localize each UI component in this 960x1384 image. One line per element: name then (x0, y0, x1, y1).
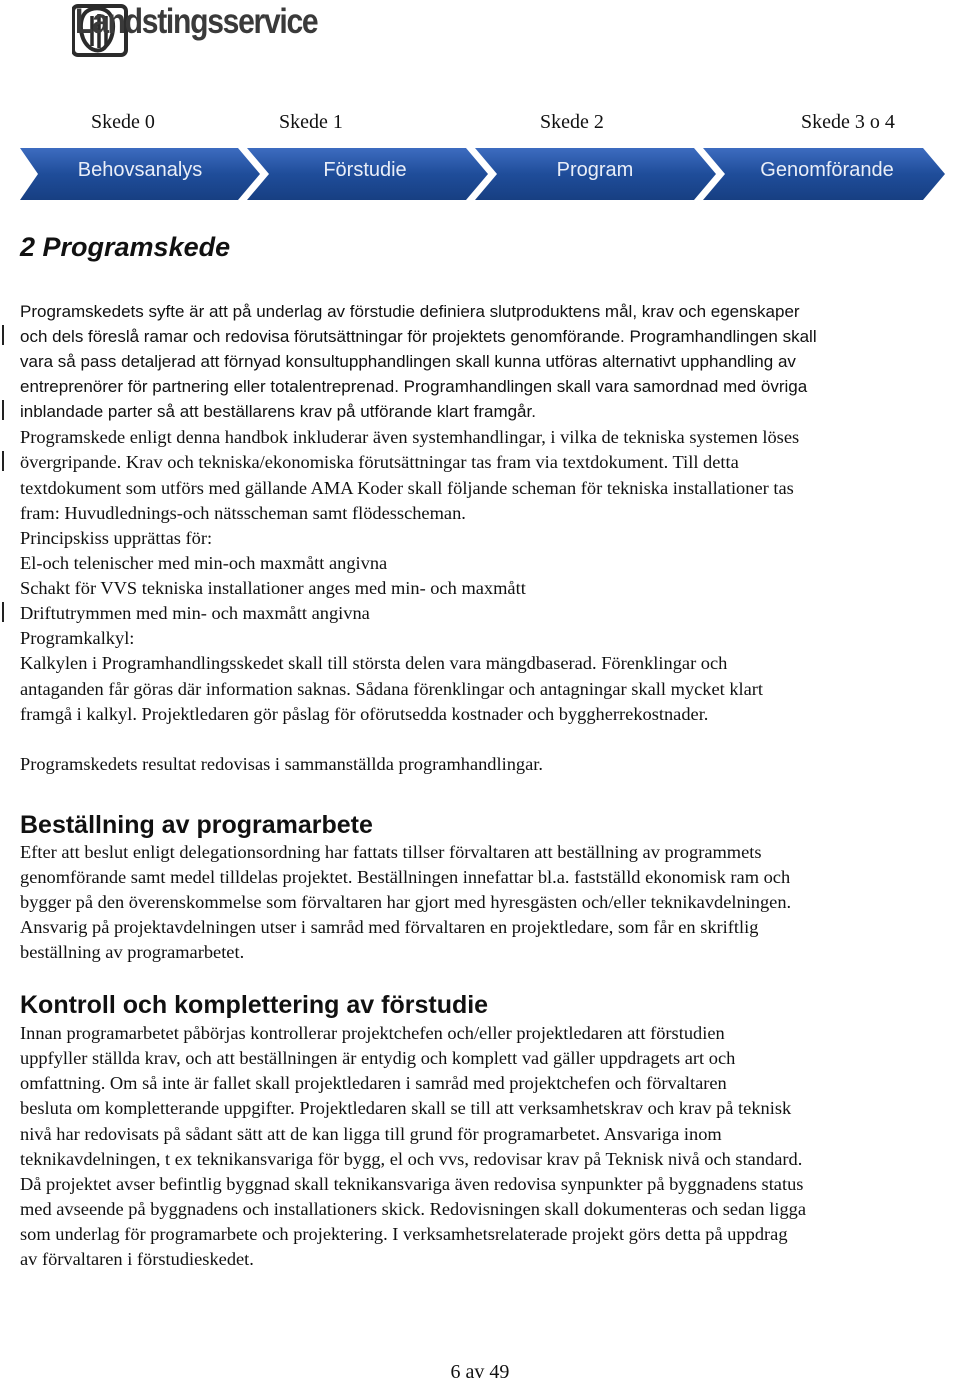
chevron-label-genomforande: Genomförande (760, 159, 894, 181)
paragraph-line: omfattning. Om så inte är fallet skall projektledaren i samråd med projektchefen och förvaltaren (20, 1073, 727, 1093)
paragraph-line: med avseende på byggnadens och installationers skick. Redovisningen skall dokumenteras och sedan ligga (20, 1199, 807, 1219)
paragraph-line: besluta om kompletterande uppgifter. Projektledaren skall se till att verksamhetskrav och krav på teknisk (20, 1098, 792, 1118)
paragraph-line: Då projektet avser befintlig byggnad skall teknikansvariga även redovisa synpunkter på byggnadens status (20, 1174, 804, 1194)
list-item: Driftutrymmen med min- och maxmått angivna (20, 603, 370, 623)
paragraph-line: bygger på den överenskommelse som förvaltaren har gjort med hyresgästen och/eller teknikavdelningen. (20, 892, 792, 912)
paragraph-line: Innan programarbetet påbörjas kontrollerar projektchefen och/eller projektledaren att förstudien (20, 1023, 725, 1043)
stage-label-2: Skede 2 (540, 111, 604, 133)
change-bar (2, 602, 4, 622)
page-number: 6 av 49 (450, 1361, 510, 1383)
paragraph-line: genomförande samt medel tilldelas projektet. Beställningen innefattar bl.a. fastställd ekonomisk ram och (20, 867, 791, 887)
paragraph-line: som underlag för programarbete och projektering. I verksamhetsrelaterade projekt görs detta på uppdrag (20, 1224, 788, 1244)
chevron-label-program: Program (556, 159, 634, 181)
paragraph-line: antaganden får göras där information saknas. Sådana förenklingar och antagningar skall mycket klart (20, 679, 764, 699)
chevron-label-behovsanalys: Behovsanalys (77, 159, 203, 181)
paragraph-line: Programskede enligt denna handbok inkluderar även systemhandlingar, i vilka de tekniska systemen löses (20, 427, 800, 447)
list-item: Schakt för VVS tekniska installationer anges med min- och maxmått (20, 578, 526, 598)
paragraph-line: Efter att beslut enligt delegationsordning har fattats tillser förvaltaren att beställning av programmets (20, 842, 762, 862)
paragraph-line: beställning av programarbetet. (20, 942, 245, 962)
section-title-bestallning: Beställning av programarbete (20, 811, 373, 839)
paragraph-line: uppfyller ställda krav, och att beställningen är entydig och komplett vad gäller uppdragets art och (20, 1048, 736, 1068)
paragraph-line: framgå i kalkyl. Projektledaren gör påslag för oförutsedda kostnader och byggherrekostnader. (20, 704, 709, 724)
paragraph-line: fram: Huvudlednings-och nätsscheman samt flödesscheman. (20, 503, 466, 523)
stage-label-1: Skede 1 (279, 111, 343, 133)
stage-label-3: Skede 3 o 4 (801, 111, 895, 133)
paragraph-line: Kalkylen i Programhandlingsskedet skall till största delen vara mängdbaserad. Förenklingar och (20, 653, 728, 673)
section-title-programskede: 2 Programskede (20, 232, 231, 262)
stage-label-0: Skede 0 (91, 111, 155, 133)
change-bar (2, 325, 4, 345)
paragraph-line: Principskiss upprättas för: (20, 528, 213, 548)
paragraph-line: övergripande. Krav och tekniska/ekonomiska förutsättningar tas fram via textdokument. Till detta (20, 452, 739, 472)
paragraph-line: vara så pass detaljerad att förnyad konsultupphandlingen skall kunna utföras alternativt upphandling av (20, 352, 796, 371)
paragraph-line: och dels föreslå ramar och redovisa förutsättningar för projektets genomförande. Programhandlingen skall (20, 327, 817, 346)
change-bar (2, 451, 4, 471)
paragraph-line: Programskedets resultat redovisas i sammanställda programhandlingar. (20, 754, 543, 774)
paragraph-line: Programskedets syfte är att på underlag av förstudie definiera slutproduktens mål, krav och egenskaper (20, 302, 800, 321)
change-bar (2, 400, 4, 420)
section-title-kontroll: Kontroll och komplettering av förstudie (20, 991, 489, 1019)
paragraph-line: Programkalkyl: (20, 628, 135, 648)
paragraph-line: Ansvarig på projektavdelningen utser i samråd med förvaltaren en projektledare, som får en skriftlig (20, 917, 759, 937)
paragraph-line: inblandade parter så att beställarens krav på utförande klart framgår. (20, 402, 536, 421)
paragraph-line: nivå har redovisats på sådant sätt att de kan ligga till grund för programarbetet. Ansvariga inom (20, 1124, 722, 1144)
paragraph-line: teknikavdelningen, t ex teknikansvariga för bygg, el och vvs, redovisar krav på Teknisk nivå och standard. (20, 1149, 803, 1169)
paragraph-line: textdokument som utförs med gällande AMA Koder skall följande scheman för tekniska installationer tas (20, 478, 794, 498)
brand-name: Landstingsservice (75, 2, 318, 41)
list-item: El-och telenischer med min-och maxmått angivna (20, 553, 388, 573)
paragraph-line: entreprenörer för partnering eller totalentreprenad. Programhandlingen skall vara samordnad med övriga (20, 377, 808, 396)
chevron-label-forstudie: Förstudie (323, 159, 407, 181)
paragraph-line: av förvaltaren i förstudieskedet. (20, 1249, 254, 1269)
